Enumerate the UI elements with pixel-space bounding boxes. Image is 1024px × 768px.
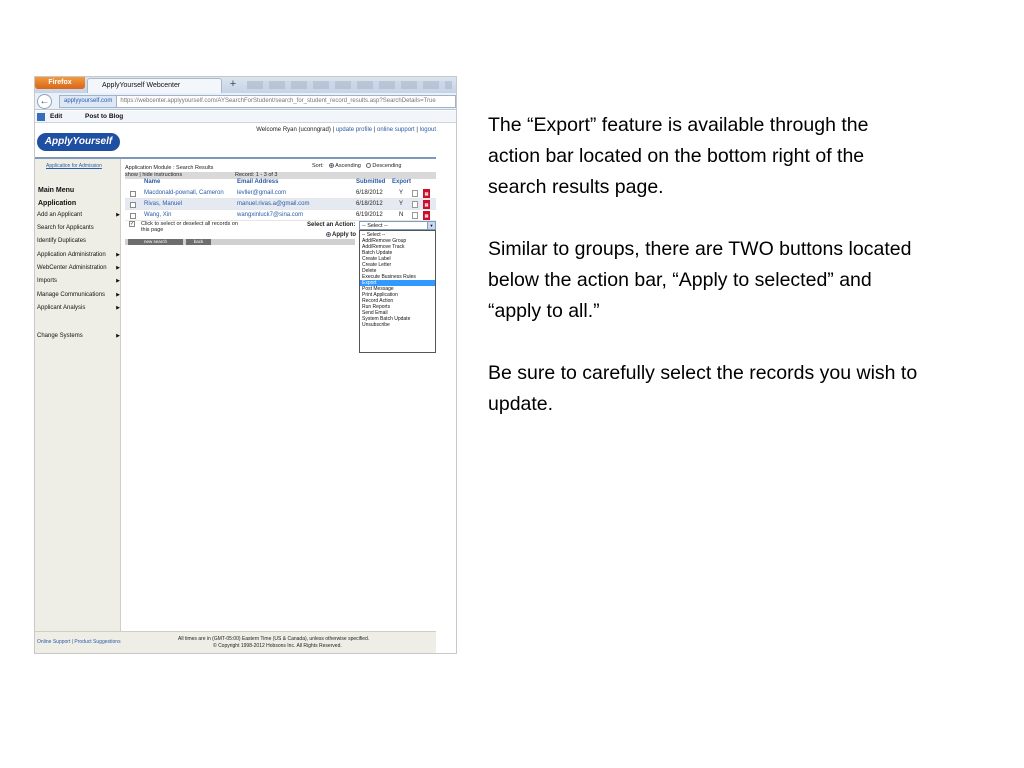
screenshot xyxy=(34,76,457,654)
select-all-label: Click to select or deselect all records on this page xyxy=(141,221,238,233)
sidebar-item-add-applicant[interactable] xyxy=(37,212,121,218)
chevron-down-icon[interactable]: ▼ xyxy=(427,222,435,229)
browser-tab[interactable]: ApplyYourself Webcenter xyxy=(87,78,222,93)
sidebar-item-search-applicants[interactable] xyxy=(37,225,121,231)
row-checkbox[interactable] xyxy=(130,213,136,219)
column-header-name[interactable]: Name xyxy=(144,179,161,185)
new-search-button[interactable]: new search xyxy=(128,239,183,245)
description-paragraph-3: Be sure to carefully select the records you wish to update. xyxy=(488,362,918,415)
action-option[interactable]: System Batch Update xyxy=(362,316,411,322)
arrow-right-icon: ▶ xyxy=(116,252,120,258)
action-option[interactable]: Unsubscribe xyxy=(362,322,390,328)
instructions-bar xyxy=(125,172,436,179)
table-header xyxy=(125,179,436,187)
browser-toolbar-blurred xyxy=(247,81,452,89)
submitted-date: 6/18/2012 xyxy=(356,190,383,196)
sidebar-item-webcenter-administration[interactable] xyxy=(37,265,121,271)
button-row xyxy=(125,239,355,245)
sidebar-subtitle[interactable]: Application for Admission xyxy=(46,163,102,169)
submitted-date: 6/19/2012 xyxy=(356,212,383,218)
column-header-export[interactable]: Export xyxy=(392,179,412,185)
arrow-right-icon: ▶ xyxy=(116,305,120,311)
action-option[interactable]: -- Select -- xyxy=(362,232,386,238)
sidebar-item-identify-duplicates[interactable] xyxy=(37,238,121,244)
new-tab-button[interactable]: + xyxy=(229,78,237,90)
sidebar-item-manage-communications[interactable] xyxy=(37,292,121,298)
export-flag: Y xyxy=(399,190,404,196)
results-title: Application Module : Search Results xyxy=(125,165,214,171)
action-option[interactable]: Print Application xyxy=(362,292,398,298)
sort-descending-radio[interactable] xyxy=(366,163,371,168)
bookmarks-bar xyxy=(35,111,457,123)
action-option[interactable]: Send Email xyxy=(362,310,388,316)
sidebar-item-imports[interactable] xyxy=(37,278,121,284)
browser-tab-bar xyxy=(35,77,457,93)
table-row xyxy=(125,199,436,210)
description-paragraph-1: The “Export” feature is available through the action bar located on the bottom right of the search results page. xyxy=(488,114,869,198)
action-option[interactable]: Delete xyxy=(362,268,377,274)
main-menu-heading: Main Menu xyxy=(38,187,75,194)
action-option[interactable]: Batch Update xyxy=(362,250,393,256)
applicant-email-link[interactable]: manuel.rivas.a@gmail.com xyxy=(237,201,310,207)
page-right-margin xyxy=(436,124,457,654)
bookmark-icon[interactable] xyxy=(37,113,45,121)
description-paragraph-2: Similar to groups, there are TWO buttons located below the action bar, “Apply to selected” and “apply to all.” xyxy=(488,238,912,322)
row-checkbox[interactable] xyxy=(130,202,136,208)
slide-description xyxy=(488,110,918,451)
applicant-name-link[interactable]: Macdonald-pownall, Cameron xyxy=(144,190,224,196)
row-checkbox[interactable] xyxy=(130,191,136,197)
table-row xyxy=(125,188,436,199)
sidebar-item-label: Application Administration xyxy=(37,252,106,258)
applicant-name-link[interactable]: Rivas, Manuel xyxy=(144,201,183,207)
document-icon[interactable] xyxy=(412,190,418,197)
bookmark-post-to-blog[interactable]: Post to Blog xyxy=(85,113,124,120)
action-option[interactable]: Run Reports xyxy=(362,304,391,310)
sidebar xyxy=(35,159,121,631)
apply-to-radio[interactable] xyxy=(326,232,331,237)
footer-links[interactable]: Online Support | Product Suggestions xyxy=(37,639,121,645)
sidebar-item-label: Imports xyxy=(37,278,58,284)
welcome-bar: Welcome Ryan (uconngrad) | update profile | online support | logout xyxy=(256,127,436,133)
select-all-checkbox[interactable]: ✓ xyxy=(130,221,135,227)
sidebar-item-label: Manage Communications xyxy=(37,292,106,298)
show-hide-instructions-link[interactable]: show | hide instructions xyxy=(125,172,183,178)
apply-to-option[interactable] xyxy=(322,232,356,238)
application-heading: Application xyxy=(38,200,77,207)
action-dropdown-list xyxy=(359,230,436,353)
apply-to-label[interactable]: Apply to xyxy=(332,232,356,239)
arrow-right-icon: ▶ xyxy=(116,265,120,271)
back-button[interactable]: back xyxy=(186,239,211,245)
sidebar-item-label: Add an Applicant xyxy=(37,212,83,218)
applyyourself-logo[interactable]: ApplyYourself xyxy=(37,133,120,151)
applicant-name-link[interactable]: Wang, Xin xyxy=(144,212,172,218)
export-flag: N xyxy=(399,212,404,218)
arrow-right-icon: ▶ xyxy=(116,292,120,298)
online-support-link[interactable]: online support xyxy=(377,127,415,133)
update-profile-link[interactable]: update profile xyxy=(335,127,373,133)
footer-timezone: All times are in (GMT-05:00) Eastern Time (US & Canada), unless otherwise specified. xyxy=(178,636,370,642)
back-arrow-icon[interactable]: ← xyxy=(37,94,52,109)
action-option[interactable]: Record Action xyxy=(362,298,394,304)
sidebar-item-label: WebCenter Administration xyxy=(37,265,107,271)
action-select-value: -- Select -- xyxy=(362,223,388,229)
sidebar-item-label: Identify Duplicates xyxy=(37,238,87,244)
action-option-export[interactable]: Export xyxy=(360,280,435,286)
export-flag: Y xyxy=(399,201,404,207)
sort-ascending-label[interactable]: Ascending xyxy=(335,163,361,169)
action-label: Select an Action: xyxy=(307,222,356,228)
sidebar-item-label: Applicant Analysis xyxy=(37,305,86,311)
action-select[interactable] xyxy=(359,221,436,230)
sidebar-item-application-administration[interactable] xyxy=(37,252,121,258)
submitted-date: 6/18/2012 xyxy=(356,201,383,207)
column-header-submitted[interactable]: Submitted xyxy=(356,179,386,185)
sort-control xyxy=(312,163,401,169)
action-option[interactable]: Add/Remove Track xyxy=(362,244,405,250)
logout-link[interactable]: logout xyxy=(419,127,436,133)
search-results xyxy=(123,159,436,359)
sidebar-item-label: Change Systems xyxy=(37,333,83,339)
pdf-icon[interactable]: ▤ xyxy=(424,213,429,218)
url-site-identity[interactable]: applyyourself.com xyxy=(60,96,117,107)
firefox-menu-button[interactable]: Firefox xyxy=(35,77,85,89)
bookmark-edit[interactable]: Edit xyxy=(50,113,63,120)
url-bar[interactable] xyxy=(59,95,456,108)
footer-copyright: © Copyright 1998-2012 Hobsons Inc. All Rights Reserved. xyxy=(213,643,342,649)
welcome-text: Welcome Ryan (uconngrad) | xyxy=(256,127,335,133)
url-text[interactable]: https://webcenter.applyyourself.com/AYSearchForStudent/search_for_student_record_results.asp?SearchDetails=True xyxy=(120,98,436,104)
document-icon[interactable] xyxy=(412,212,418,219)
sort-ascending-radio[interactable] xyxy=(329,163,334,168)
browser-nav-bar xyxy=(35,93,457,110)
pdf-icon[interactable]: ▤ xyxy=(424,202,429,207)
sidebar-item-label: Search for Applicants xyxy=(37,225,94,231)
arrow-right-icon: ▶ xyxy=(116,333,120,339)
action-option[interactable]: Create Letter xyxy=(362,262,392,268)
sort-descending-label[interactable]: Descending xyxy=(372,163,402,169)
sidebar-item-applicant-analysis[interactable] xyxy=(37,305,121,311)
pdf-icon[interactable]: ▤ xyxy=(424,191,429,196)
action-option[interactable]: Post Message xyxy=(362,286,394,292)
sidebar-item-change-systems[interactable] xyxy=(37,333,121,339)
action-option[interactable]: Add/Remove Group xyxy=(362,238,407,244)
page-footer xyxy=(35,631,436,654)
action-option[interactable]: Create Label xyxy=(362,256,391,262)
web-page xyxy=(35,124,457,654)
arrow-right-icon: ▶ xyxy=(116,212,120,218)
applicant-email-link[interactable]: levller@gmail.com xyxy=(237,190,287,196)
table-row xyxy=(125,210,436,221)
column-header-email[interactable]: Email Address xyxy=(237,179,279,185)
action-option[interactable]: Execute Business Rules xyxy=(362,274,416,280)
arrow-right-icon: ▶ xyxy=(116,278,120,284)
sort-label: Sort: xyxy=(312,163,324,169)
record-count: Record: 1 - 3 of 3 xyxy=(235,172,278,178)
document-icon[interactable] xyxy=(412,201,418,208)
applicant-email-link[interactable]: wangxinluck7@sina.com xyxy=(237,212,304,218)
